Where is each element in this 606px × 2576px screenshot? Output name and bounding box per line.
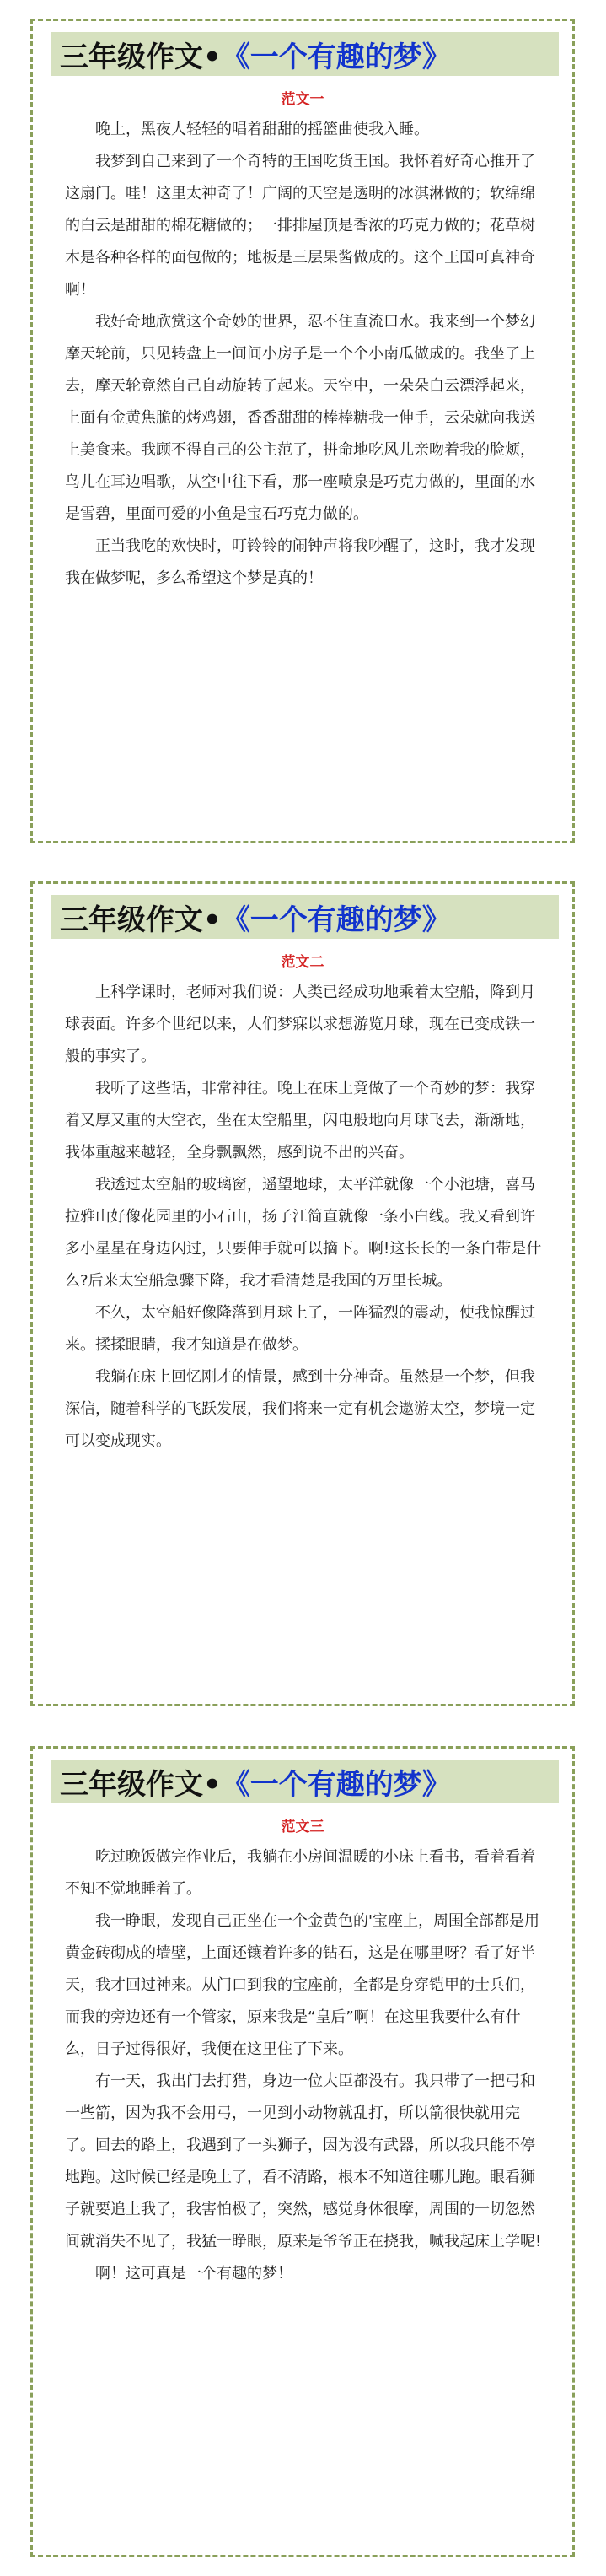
- paragraph: 不久，太空船好像降落到月球上了，一阵猛烈的震动，使我惊醒过来。揉揉眼睛，我才知道是在做梦。: [65, 1304, 535, 1354]
- essay-card-2: [30, 881, 575, 1706]
- paragraph: 我一睁眼，发现自己正坐在一个金黄色的'宝座上，周围全部都是用黄金砖砌成的墙壁，上面还镶着许多的钻石，这是在哪里呀？看了好半天，我才回过神来。从门口到我的宝座前，全都是身穿铠甲的士兵们，而我的旁边还有一个管家，原来我是“皇后”啊！在这里我要什么有什么，日子过得很好，我便在这里住了下来。: [65, 1912, 539, 2058]
- title-main: 《一个有趣的梦》: [221, 903, 451, 937]
- paragraph: 我透过太空船的玻璃窗，遥望地球，太平洋就像一个小池塘，喜马拉雅山好像花园里的小石山，扬子江简直就像一条小白线。我又看到许多小星星在身边闪过，只要伸手就可以摘下。啊!这长长的一条白带是什么?后来太空船急骤下降，我才看清楚是我国的万里长城。: [65, 1176, 542, 1290]
- title-banner: [51, 32, 559, 76]
- paragraph: 我躺在床上回忆刚才的情景，感到十分神奇。虽然是一个梦，但我深信，随着科学的飞跃发展，我们将来一定有机会遨游太空，梦境一定可以变成现实。: [65, 1368, 535, 1450]
- paragraph: 吃过晚饭做完作业后，我躺在小房间温暖的小床上看书，看着看着不知不觉地睡着了。: [65, 1848, 535, 1898]
- paragraph: 有一天，我出门去打猎，身边一位大臣都没有。我只带了一把弓和一些箭，因为我不会用弓，一见到小动物就乱打，所以箭很快就用完了。回去的路上，我遇到了一头狮子，因为没有武器，所以我只能不停地跑。这时候已经是晚上了，看不清路，根本不知道往哪儿跑。眼看狮子就要追上我了，我害怕极了，突然，感觉身体很摩，周围的一切忽然间就消失不见了，我猛一睁眼，原来是爷爷正在挠我，喊我起床上学呢!: [65, 2072, 542, 2250]
- title-banner: [51, 1760, 559, 1803]
- essay-body: [65, 114, 547, 595]
- paragraph: 上科学课时，老师对我们说：人类已经成功地乘着太空船，降到月球表面。许多个世纪以来，人们梦寐以求想游览月球，现在已变成铁一般的事实了。: [65, 984, 535, 1065]
- essay-label: 范文二: [281, 954, 324, 971]
- title-prefix: 三年级作文•: [60, 40, 222, 74]
- title-prefix: 三年级作文•: [60, 903, 222, 937]
- paragraph: 我听了这些话，非常神往。晚上在床上竟做了一个奇妙的梦：我穿着又厚又重的大空衣，坐在太空船里，闪电般地向月球飞去，渐渐地，我体重越来越轻，全身飘飘然，感到说不出的兴奋。: [65, 1080, 535, 1161]
- paragraph: 晚上，黑夜人轻轻的唱着甜甜的摇篮曲使我入睡。: [95, 121, 429, 138]
- essay-card-1: [30, 19, 575, 843]
- paragraph: 我梦到自己来到了一个奇特的王国吃货王国。我怀着好奇心推开了这扇门。哇！这里太神奇了！广阔的天空是透明的冰淇淋做的；软绵绵的白云是甜甜的棉花糖做的；一排排屋顶是香浓的巧克力做的；花草树木是各种各样的面包做的；地板是三层果酱做成的。这个王国可真神奇啊！: [65, 153, 535, 299]
- paragraph: 啊！这可真是一个有趣的梦！: [95, 2265, 292, 2282]
- title-main: 《一个有趣的梦》: [221, 40, 451, 74]
- title-main: 《一个有趣的梦》: [221, 1767, 451, 1802]
- essay-body: [65, 977, 547, 1458]
- paragraph: 我好奇地欣赏这个奇妙的世界，忍不住直流口水。我来到一个梦幻摩天轮前，只见转盘上一间间小房子是一个个小南瓜做成的。我坐了上去，摩天轮竟然自己自动旋转了起来。天空中，一朵朵白云漂浮起来，上面有金黄焦脆的烤鸡翅，香香甜甜的棒棒糖我一伸手，云朵就向我送上美食来。我顾不得自己的公主范了，拼命地吃风儿亲吻着我的脸颊，鸟儿在耳边唱歌，从空中往下看，那一座喷泉是巧克力做的，里面的水是雪碧，里面可爱的小鱼是宝石巧克力做的。: [65, 313, 535, 523]
- essay-label: 范文三: [281, 1819, 324, 1835]
- essay-body: [65, 1841, 547, 2290]
- title-banner: [51, 895, 559, 939]
- title-prefix: 三年级作文•: [60, 1767, 222, 1802]
- paragraph: 正当我吃的欢快时，叮铃铃的闹钟声将我吵醒了，这时，我才发现我在做梦呢，多么希望这个梦是真的！: [65, 537, 535, 587]
- essay-card-3: [30, 1746, 575, 2557]
- essay-label: 范文一: [281, 91, 324, 108]
